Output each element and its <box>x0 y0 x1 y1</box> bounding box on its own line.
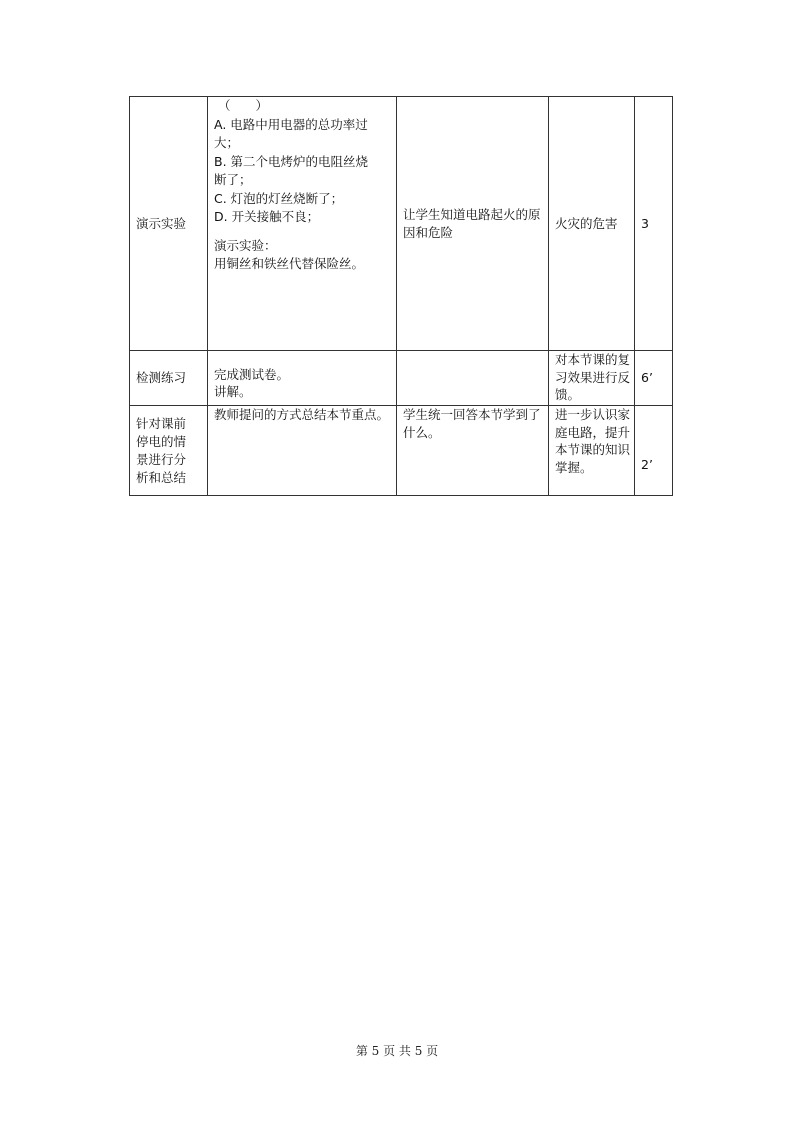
design-intent-cell <box>549 97 635 351</box>
design-intent-cell <box>549 351 635 406</box>
time-value: 2’ <box>641 456 653 472</box>
lesson-plan-table <box>129 96 673 496</box>
time-value: 6’ <box>641 370 653 386</box>
design-intent-text: 进一步认识家庭电路，提升本节课的知识掌握。 <box>555 407 631 475</box>
time-cell <box>635 351 673 406</box>
demo-description: 用铜丝和铁丝代替保险丝。 <box>214 256 365 271</box>
design-intent-text: 对本节课的复习效果进行反馈。 <box>555 352 631 402</box>
student-activity-cell <box>397 406 549 496</box>
teacher-activity-cell <box>208 351 397 406</box>
stage-label: 演示实验 <box>136 215 187 231</box>
design-intent-text: 火灾的危害 <box>555 215 618 231</box>
student-activity-cell <box>397 97 549 351</box>
stage-label: 检测练习 <box>136 370 187 386</box>
table-row <box>130 406 673 496</box>
design-intent-cell <box>549 406 635 496</box>
option-a: A. 电路中用电器的总功率过大； <box>214 116 368 150</box>
option-b: B. 第二个电烤炉的电阻丝烧断了； <box>214 153 369 187</box>
stage-cell <box>130 351 208 406</box>
option-d: D. 开关接触不良； <box>214 209 320 224</box>
time-cell <box>635 406 673 496</box>
option-c: C. 灯泡的灯丝烧断了； <box>214 190 344 206</box>
teacher-line: 讲解。 <box>214 384 252 399</box>
stage-cell <box>130 97 208 351</box>
stage-label: 针对课前停电的情景进行分析和总结 <box>136 415 187 485</box>
student-activity-text: 学生统一回答本节学到了什么。 <box>403 407 541 440</box>
demo-title: 演示实验： <box>214 237 277 253</box>
teacher-activity-text: 教师提问的方式总结本节重点。 <box>214 407 390 422</box>
table-row <box>130 97 673 351</box>
student-activity-cell <box>397 351 549 406</box>
time-value: 3 <box>641 215 649 231</box>
student-activity-text: 让学生知道电路起火的原因和危险 <box>403 207 541 240</box>
teacher-activity-cell <box>208 97 397 351</box>
page-number-footer: 第 5 页 共 5 页 <box>355 1044 439 1058</box>
teacher-activity-cell <box>208 406 397 496</box>
teacher-line: 完成测试卷。 <box>214 366 290 382</box>
stage-cell <box>130 406 208 496</box>
table-row <box>130 351 673 406</box>
time-cell <box>635 97 673 351</box>
answer-blank: （ ） <box>218 98 269 113</box>
